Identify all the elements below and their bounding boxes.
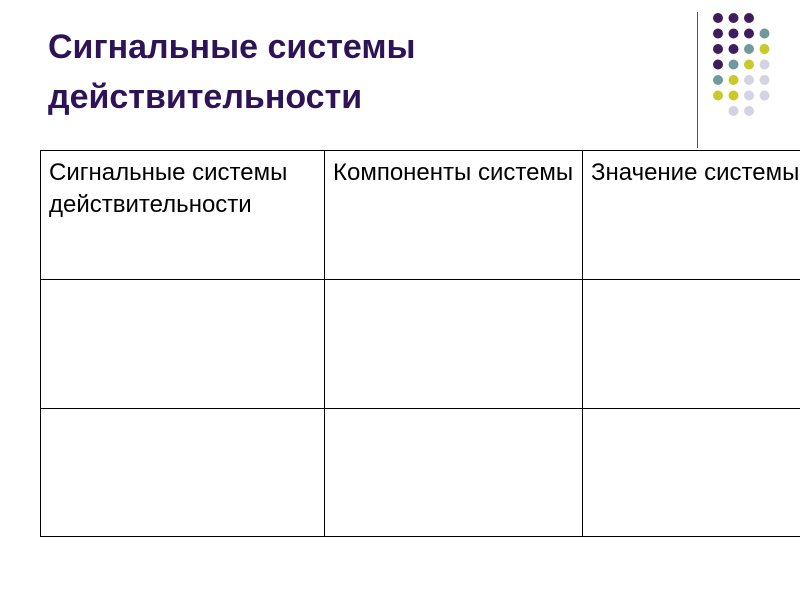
content-table (40, 150, 800, 537)
decorative-divider (697, 12, 698, 148)
decorative-dot (729, 44, 739, 54)
table-cell[interactable] (325, 409, 583, 537)
table-header-row (41, 151, 800, 280)
decorative-dot (713, 29, 723, 39)
decorative-dot (729, 60, 739, 70)
header-cell-components: Компоненты системы (325, 151, 583, 280)
table-cell[interactable] (41, 409, 325, 537)
decorative-dot (744, 13, 754, 23)
slide-title-line-2: действительности (48, 78, 363, 116)
slide-title-line-1: Сигнальные системы (48, 28, 416, 66)
decorative-dot (713, 91, 723, 101)
table-row (41, 409, 800, 537)
decorative-dot (744, 106, 754, 116)
decorative-dot (729, 91, 739, 101)
decorative-dot (760, 29, 770, 39)
decorative-dot (760, 91, 770, 101)
slide-title (48, 22, 668, 122)
decorative-dot (744, 60, 754, 70)
decorative-dot (729, 29, 739, 39)
decorative-dot (760, 44, 770, 54)
header-cell-meaning: Значение системы (583, 151, 800, 280)
table-cell[interactable] (583, 280, 800, 409)
table-row (41, 280, 800, 409)
decorative-dot (729, 106, 739, 116)
table-cell[interactable] (583, 409, 800, 537)
decorative-dot (713, 75, 723, 85)
table-cell[interactable] (41, 280, 325, 409)
decorative-dot (760, 75, 770, 85)
decorative-dot (760, 60, 770, 70)
decorative-dot (744, 44, 754, 54)
decorative-dot (729, 13, 739, 23)
decorative-dot (744, 91, 754, 101)
header-cell-signal-systems: Сигнальные системы действительности (41, 151, 325, 280)
decorative-dot (713, 13, 723, 23)
decorative-dot (744, 29, 754, 39)
table-cell[interactable] (325, 280, 583, 409)
decorative-dot (744, 75, 754, 85)
decorative-dot (713, 44, 723, 54)
decorative-dot (713, 60, 723, 70)
decorative-dot (729, 75, 739, 85)
